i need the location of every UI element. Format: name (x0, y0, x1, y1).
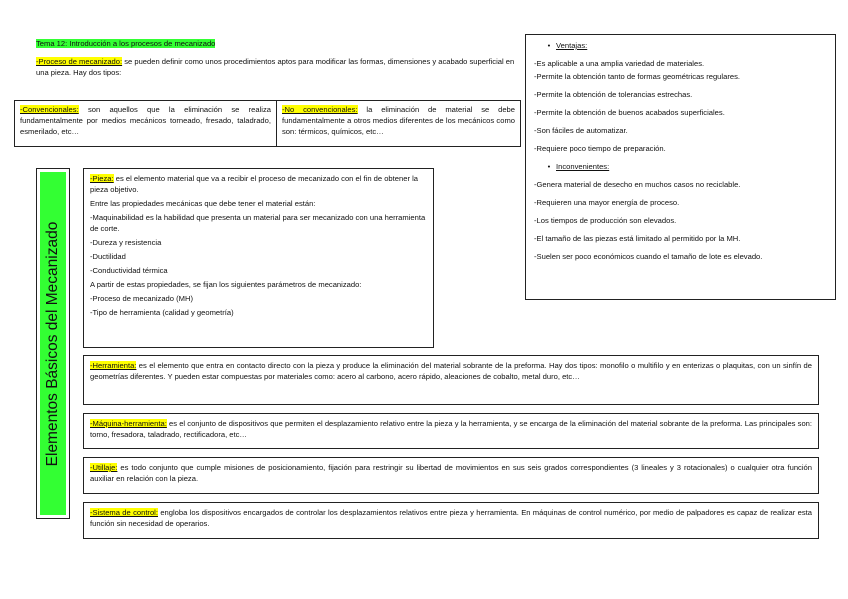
ventaja-item: -Permite la obtención tanto de formas geométricas regulares. (534, 72, 740, 81)
no-convencionales-box (276, 100, 521, 147)
control-label: -Sistema de control: (90, 508, 158, 517)
no-convencionales-text: la eliminación de material se debe fundamentalmente a otros medios diferentes de los mecánicos como son: térmicos, químicos, etc… (282, 105, 515, 136)
inconveniente-item: -Los tiempos de producción son elevados. (534, 216, 677, 225)
intro-paragraph (36, 56, 524, 78)
pieza-line: A partir de estas propiedades, se fijan los siguientes parámetros de mecanizado: (90, 280, 362, 289)
pieza-text: es el elemento material que va a recibir el proceso de mecanizado con el fin de obtener la pieza objetivo. (90, 174, 418, 194)
pieza-box (83, 168, 434, 348)
ventajas-heading: Ventajas: (556, 41, 588, 50)
maquina-box (83, 413, 819, 449)
herramienta-label: -Herramienta: (90, 361, 137, 370)
ventaja-item: -Permite la obtención de buenos acabados superficiales. (534, 108, 725, 117)
pieza-label: -Pieza: (90, 174, 114, 183)
maquina-label: -Máquina-herramienta: (90, 419, 167, 428)
inconveniente-item: -Suelen ser poco económicos cuando el tamaño de lote es elevado. (534, 252, 763, 261)
herramienta-text: es el elemento que entra en contacto directo con la pieza y produce la eliminación del material sobrante de la preforma. Hay dos tipos: monofilo o multifilo y en enterizas o plaquitas, con un sinfín de geometrías diferentes. Y pueden estar compuestas por materiales como: acero al carbono, acero rápido, aleaciones de cobalto, metal duro, etc… (90, 361, 812, 381)
pieza-line: Entre las propiedades mecánicas que debe tener el material están: (90, 199, 316, 208)
document-title: Tema 12: Introducción a los procesos de mecanizado (36, 39, 216, 48)
pieza-line: -Maquinabilidad es la habilidad que presenta un material para ser mecanizado con una herramienta de corte. (90, 213, 426, 233)
vertical-title-box (36, 168, 70, 519)
control-box (83, 502, 819, 539)
convencionales-label: -Convencionales: (20, 105, 79, 114)
pieza-line: -Proceso de mecanizado (MH) (90, 294, 193, 303)
vertical-title: Elementos Básicos del Mecanizado (43, 221, 61, 466)
ventaja-item: -Es aplicable a una amplia variedad de materiales. (534, 59, 705, 68)
control-text: engloba los dispositivos encargados de controlar los desplazamientos relativos entre pieza y herramienta. En máquinas de control numérico, por medio de palpadores es capaz de realizar esta función sin necesidad de operarios. (90, 508, 812, 528)
herramienta-box (83, 355, 819, 405)
utillaje-label: -Utillaje: (90, 463, 118, 472)
inconveniente-item: -El tamaño de las piezas está limitado al permitido por la MH. (534, 234, 741, 243)
ventajas-inconvenientes-box (525, 34, 836, 300)
pieza-line: -Dureza y resistencia (90, 238, 162, 247)
bullet-icon: • (547, 41, 551, 50)
vertical-title-highlight (40, 172, 66, 515)
no-convencionales-label: -No convencionales: (282, 105, 358, 114)
ventaja-item: -Requiere poco tiempo de preparación. (534, 144, 666, 153)
intro-text: se pueden definir como unos procedimientos aptos para modificar las formas, dimensiones y acabado superficial en una pieza. Hay dos tipos: (36, 57, 515, 77)
inconveniente-item: -Requieren una mayor energía de proceso. (534, 198, 680, 207)
convencionales-box (14, 100, 277, 147)
maquina-text: es el conjunto de dispositivos que permiten el desplazamiento relativo entre la pieza y la herramienta, y se encarga de la eliminación del material sobrante de la preforma. Las principales son: torno, fresadora, taladrado, rectificadora, etc… (90, 419, 812, 439)
inconvenientes-heading: Inconvenientes: (556, 162, 610, 171)
utillaje-box (83, 457, 819, 494)
pieza-line: -Tipo de herramienta (calidad y geometría) (90, 308, 234, 317)
inconveniente-item: -Genera material de desecho en muchos casos no reciclable. (534, 180, 741, 189)
intro-label: -Proceso de mecanizado: (36, 57, 123, 66)
bullet-icon: • (547, 162, 551, 171)
pieza-line: -Ductilidad (90, 252, 126, 261)
ventaja-item: -Permite la obtención de tolerancias estrechas. (534, 90, 693, 99)
convencionales-text: son aquellos que la eliminación se realiza fundamentalmente por medios mecánicos torneado, fresado, taladrado, esmerilado, etc… (20, 105, 271, 136)
pieza-line: -Conductividad térmica (90, 266, 168, 275)
ventaja-item: -Son fáciles de automatizar. (534, 126, 628, 135)
utillaje-text: es todo conjunto que cumple misiones de posicionamiento, fijación para restringir su libertad de movimientos en sus seis grados correspondientes (3 lineales y 3 rotacionales) o cualquier otra función auxiliar en relación con la pieza. (90, 463, 812, 483)
